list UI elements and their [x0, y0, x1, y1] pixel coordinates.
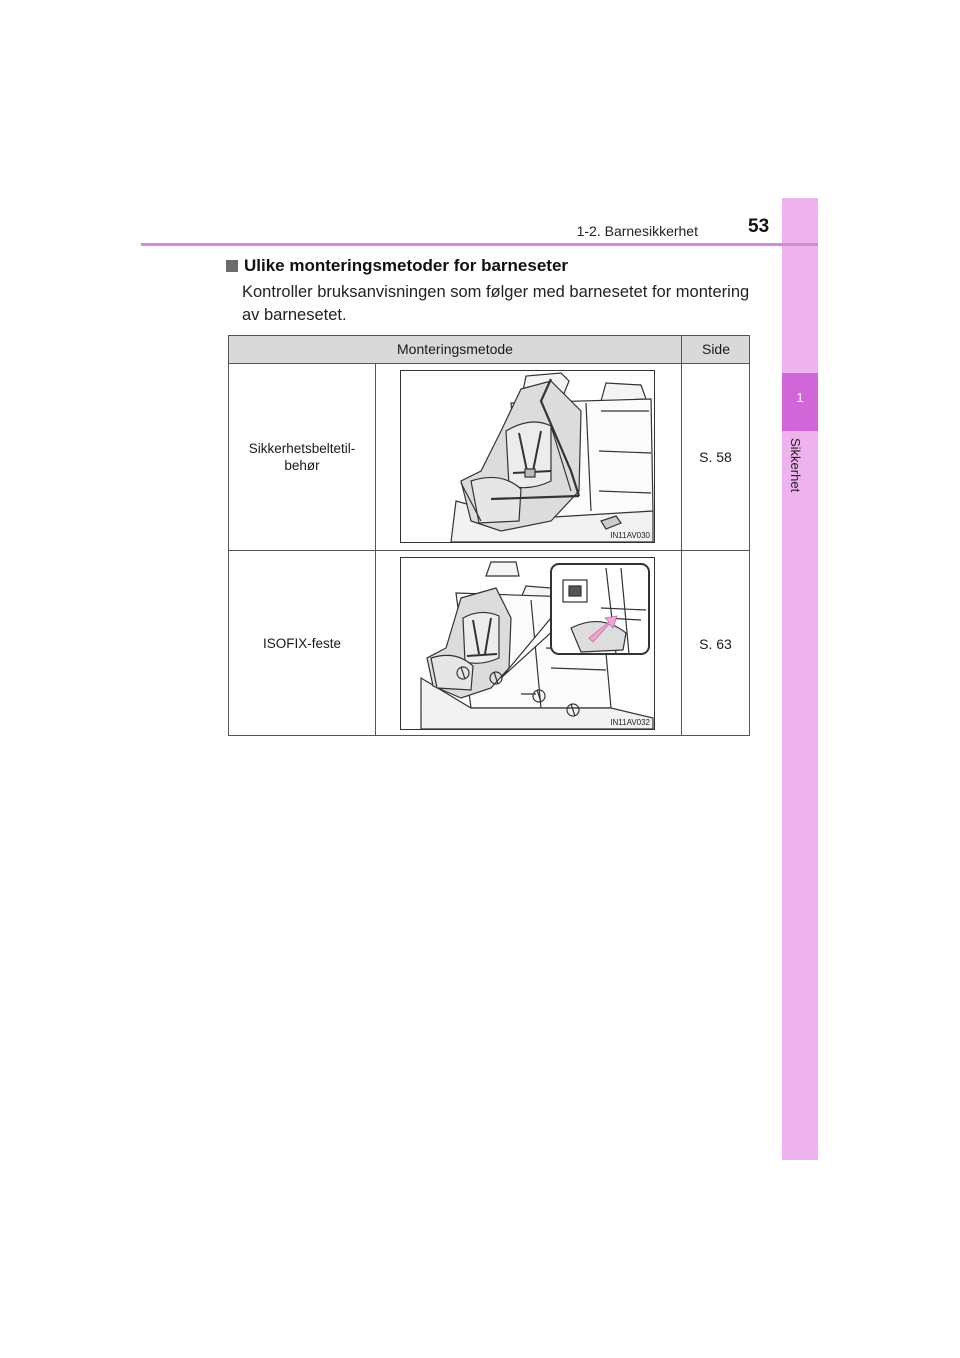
chapter-side-tab [782, 198, 818, 1160]
table-row [229, 551, 749, 736]
mounting-methods-table [228, 335, 750, 736]
page-reference: S. 63 [699, 635, 732, 652]
table-header-method: Monteringsmetode [397, 341, 513, 357]
table-header-page: Side [681, 336, 750, 363]
body-paragraph: Kontroller bruksanvisningen som følger med barnesetet for montering av barnesetet. [242, 283, 750, 324]
table-header-row [229, 336, 749, 364]
page-number: 53 [748, 216, 770, 237]
section-title: 1-2. Barnesikkerhet [576, 223, 698, 239]
method-label [229, 551, 376, 736]
method-label [229, 364, 376, 550]
method-label-text: ISOFIX-feste [262, 636, 342, 651]
section-heading [226, 256, 568, 276]
figure-cell [376, 364, 682, 550]
figure-code: IN11AV030 [610, 531, 650, 540]
table-row [229, 364, 749, 551]
page-reference: S. 58 [699, 449, 732, 465]
chapter-label: Sikkerhet [788, 438, 803, 493]
isofix-child-seat-illustration [400, 557, 655, 730]
seatbelt-child-seat-illustration [400, 370, 655, 543]
child-seat-seatbelt-drawing [401, 371, 654, 542]
method-label-text: Sikkerhetsbeltetil- behør [248, 441, 356, 473]
figure-code: IN11AV032 [610, 718, 650, 727]
child-seat-isofix-drawing [401, 558, 654, 729]
header-rule [141, 243, 818, 246]
section-heading-text: Ulike monteringsmetoder for barneseter [244, 256, 569, 275]
square-bullet-icon [226, 260, 238, 272]
figure-cell [376, 551, 682, 736]
chapter-number: 1 [796, 390, 804, 405]
